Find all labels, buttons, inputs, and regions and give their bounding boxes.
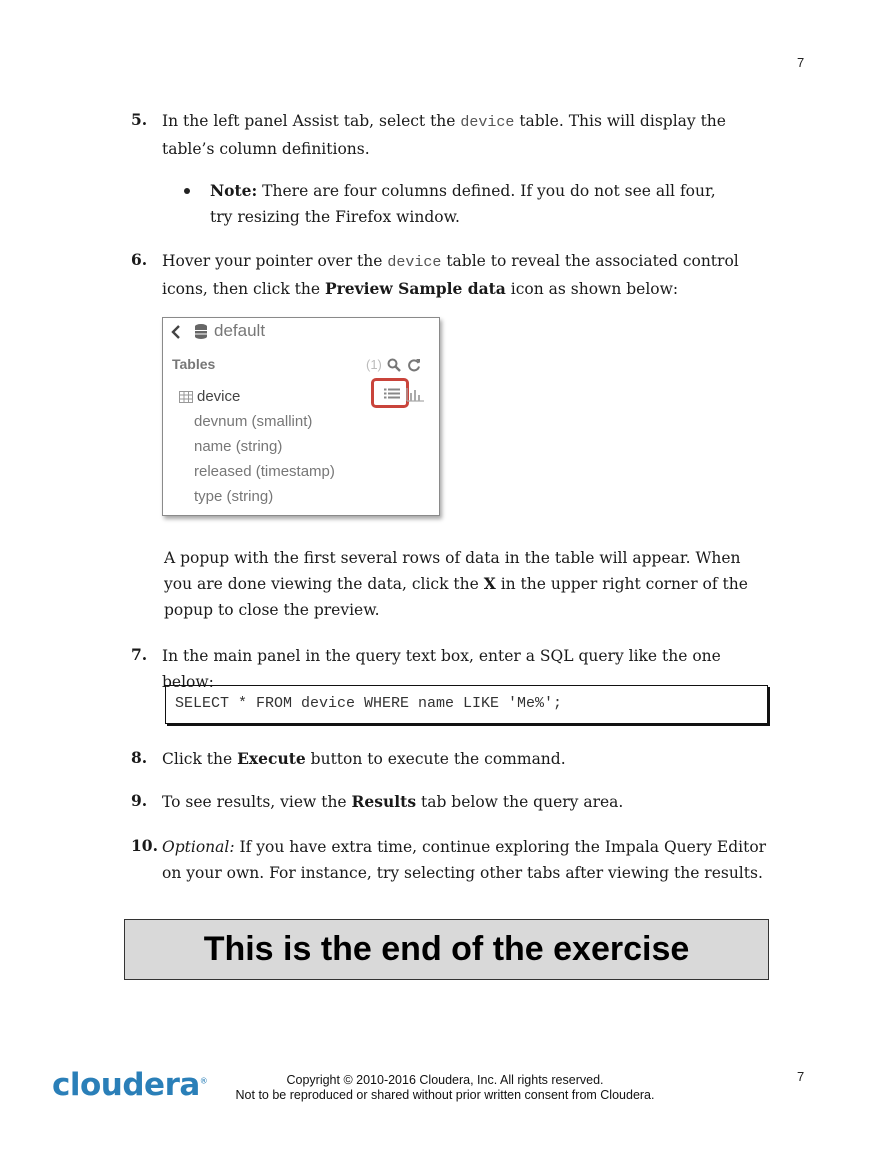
step-number: 8. [131,748,148,767]
column-item[interactable]: released (timestamp) [194,463,335,480]
bullet-icon [184,188,190,194]
column-item[interactable]: name (string) [194,438,283,455]
popup-paragraph: A popup with the first several rows of data in the table will appear. When you are done viewing the data, click the X in the upper right corner of the popup to close the preview. [164,549,748,619]
code-device: device [460,114,515,131]
note-text: Note: There are four columns defined. If you do not see all four, try resizing the Firefox window. [210,181,716,226]
back-chevron-icon[interactable] [170,324,182,340]
refresh-icon[interactable] [407,358,421,372]
table-count: (1) [366,357,382,372]
step-9-text: To see results, view the Results tab below the query area. [162,792,624,811]
list-preview-icon[interactable] [384,388,400,400]
column-item[interactable]: type (string) [194,488,274,505]
notice-line: Not to be reproduced or shared without prior written consent from Cloudera. [235,1088,655,1102]
step-number: 9. [131,791,148,810]
step-number: 5. [131,110,148,129]
page-number-top: 7 [797,55,805,70]
step-7-text: In the main panel in the query text box, enter a SQL query like the one below: [162,647,721,691]
database-icon [194,323,208,340]
end-of-exercise-banner: This is the end of the exercise [124,919,769,980]
step-10-text: Optional: If you have extra time, continue exploring the Impala Query Editor on your own. For instance, try selecting other tabs after viewing the results. [162,838,767,882]
database-name[interactable]: default [214,321,266,340]
step-number: 10. [131,836,158,855]
bar-chart-icon[interactable] [406,388,424,402]
step-8-text: Click the Execute button to execute the command. [162,749,566,768]
column-item[interactable]: devnum (smallint) [194,413,313,430]
page-number-bottom: 7 [797,1069,805,1084]
sql-code-box: SELECT * FROM device WHERE name LIKE 'Me%'; [165,685,768,724]
step-number: 6. [131,250,148,269]
table-name[interactable]: device [197,388,241,405]
search-icon[interactable] [387,358,401,372]
copyright-line: Copyright © 2010-2016 Cloudera, Inc. All rights reserved. [286,1073,604,1087]
step-number: 7. [131,645,148,664]
table-grid-icon [179,391,193,403]
code-device: device [387,254,442,271]
cloudera-logo: cloudera® [52,1067,208,1103]
step-5-text: In the left panel Assist tab, select the device table. This will display the table’s column definitions. [162,112,726,158]
step-6-text: Hover your pointer over the device table to reveal the associated control icons, then click the Preview Sample data icon as shown below: [162,252,739,298]
tables-heading: Tables [172,356,216,372]
assist-panel-screenshot [162,317,440,516]
